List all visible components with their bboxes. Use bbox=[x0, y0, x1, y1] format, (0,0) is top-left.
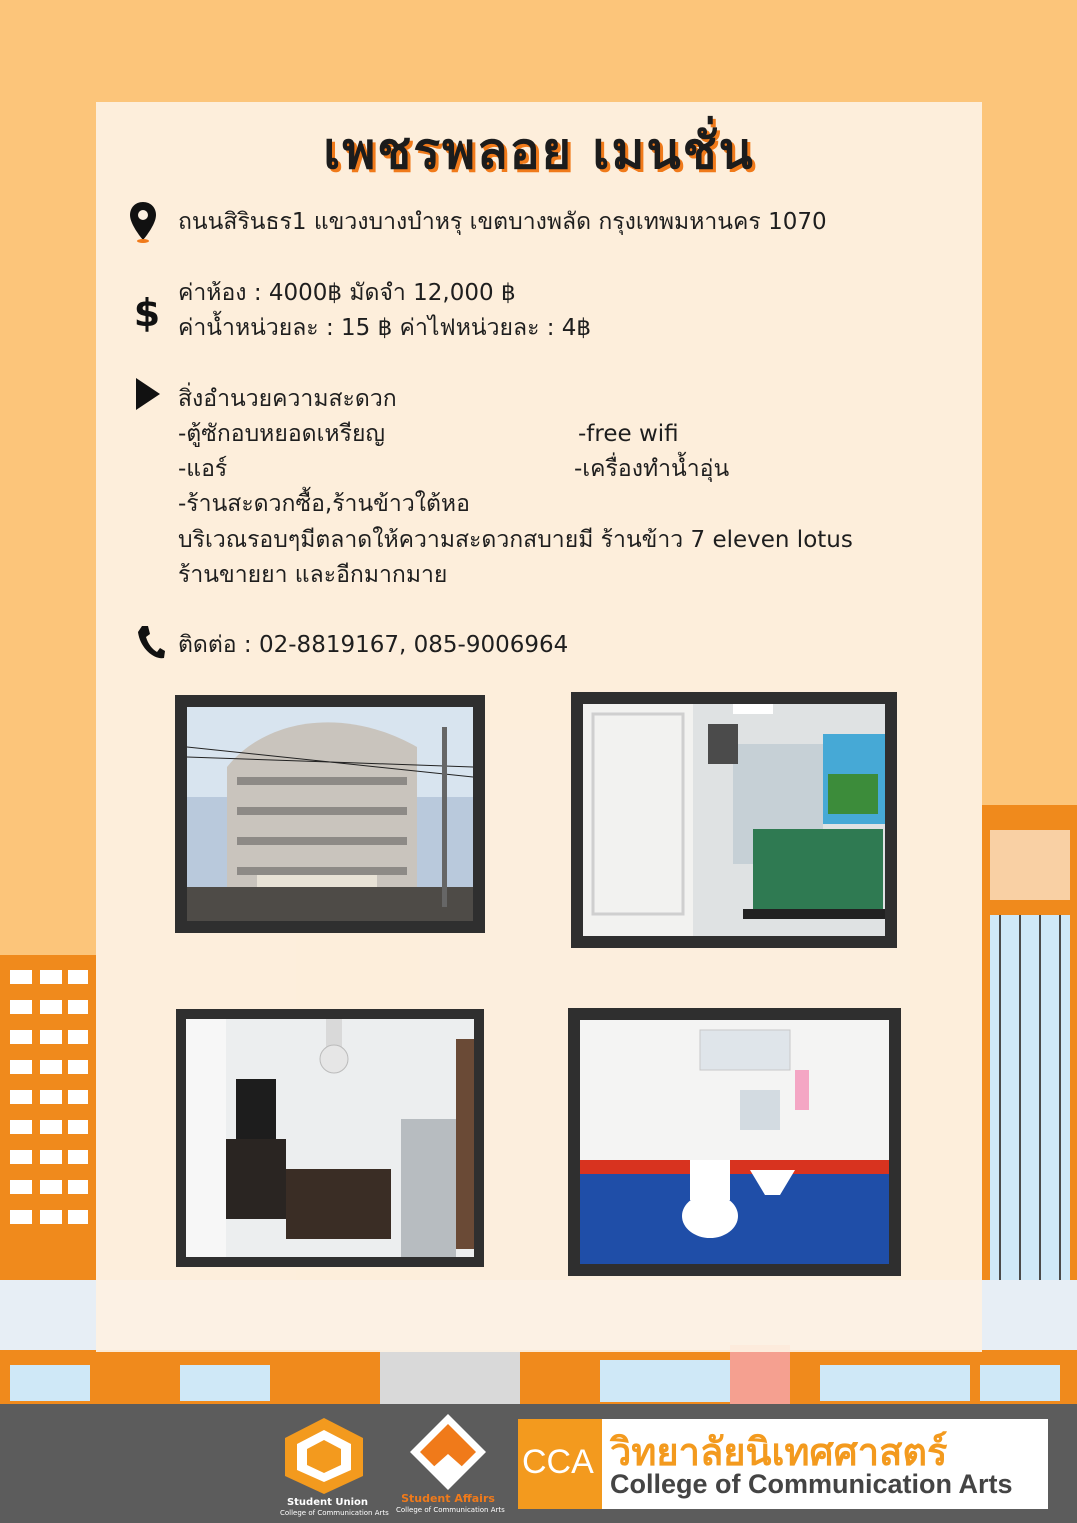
amenity-item: -ตู้ซักอบหยอดเหรียญ bbox=[178, 421, 386, 447]
photo-room-fridge bbox=[176, 1009, 484, 1267]
amenities-note-1: บริเวณรอบๆมีตลาดให้ความสะดวกสบายมี ร้านข้าว 7 eleven lotus bbox=[178, 527, 853, 553]
amenity-item: -แอร์ bbox=[178, 456, 228, 482]
cca-english-name: College of Communication Arts bbox=[610, 1469, 1013, 1499]
amenity-item: -free wifi bbox=[578, 421, 679, 447]
photo-bathroom bbox=[568, 1008, 901, 1276]
svg-text:$: $ bbox=[133, 291, 161, 334]
phone-icon bbox=[136, 624, 166, 662]
dollar-icon bbox=[132, 290, 162, 334]
cca-logo bbox=[518, 1419, 1048, 1509]
amenity-item: -เครื่องทำน้ำอุ่น bbox=[574, 456, 730, 482]
page-title: เพชรพลอย เมนชั่น bbox=[323, 122, 755, 180]
photo-building-exterior bbox=[175, 695, 485, 933]
amenities-heading: สิ่งอำนวยความสะดวก bbox=[178, 386, 397, 412]
price-line-2: ค่าน้ำหน่วยละ : 15 ฿ ค่าไฟหน่วยละ : 4฿ bbox=[178, 315, 592, 341]
student-union-subtitle: College of Communication Arts bbox=[280, 1509, 389, 1517]
price-line-1: ค่าห้อง : 4000฿ มัดจำ 12,000 ฿ bbox=[178, 280, 516, 306]
amenities-note-2: ร้านขายยา และอีกมากมาย bbox=[178, 562, 448, 588]
student-affairs-label: Student Affairs bbox=[401, 1492, 495, 1505]
student-union-logo bbox=[283, 1416, 365, 1496]
student-affairs-logo bbox=[408, 1412, 488, 1492]
address-text: ถนนสิรินธร1 แขวงบางบำหรุ เขตบางพลัด กรุงเทพมหานคร 1070 bbox=[178, 209, 827, 235]
student-union-label: Student Union bbox=[286, 1497, 369, 1508]
cca-thai-name: วิทยาลัยนิเทศศาสตร์ bbox=[610, 1430, 948, 1474]
student-affairs-subtitle: College of Communication Arts bbox=[396, 1506, 505, 1514]
play-arrow-icon bbox=[134, 376, 162, 412]
cca-mark bbox=[518, 1419, 602, 1509]
location-pin-icon bbox=[128, 200, 158, 244]
photo-bedroom bbox=[571, 692, 897, 948]
contact-text: ติดต่อ : 02-8819167, 085-9006964 bbox=[178, 632, 569, 658]
amenity-item: -ร้านสะดวกซื้อ,ร้านข้าวใต้หอ bbox=[178, 491, 470, 517]
cca-short: CCA bbox=[522, 1443, 594, 1481]
